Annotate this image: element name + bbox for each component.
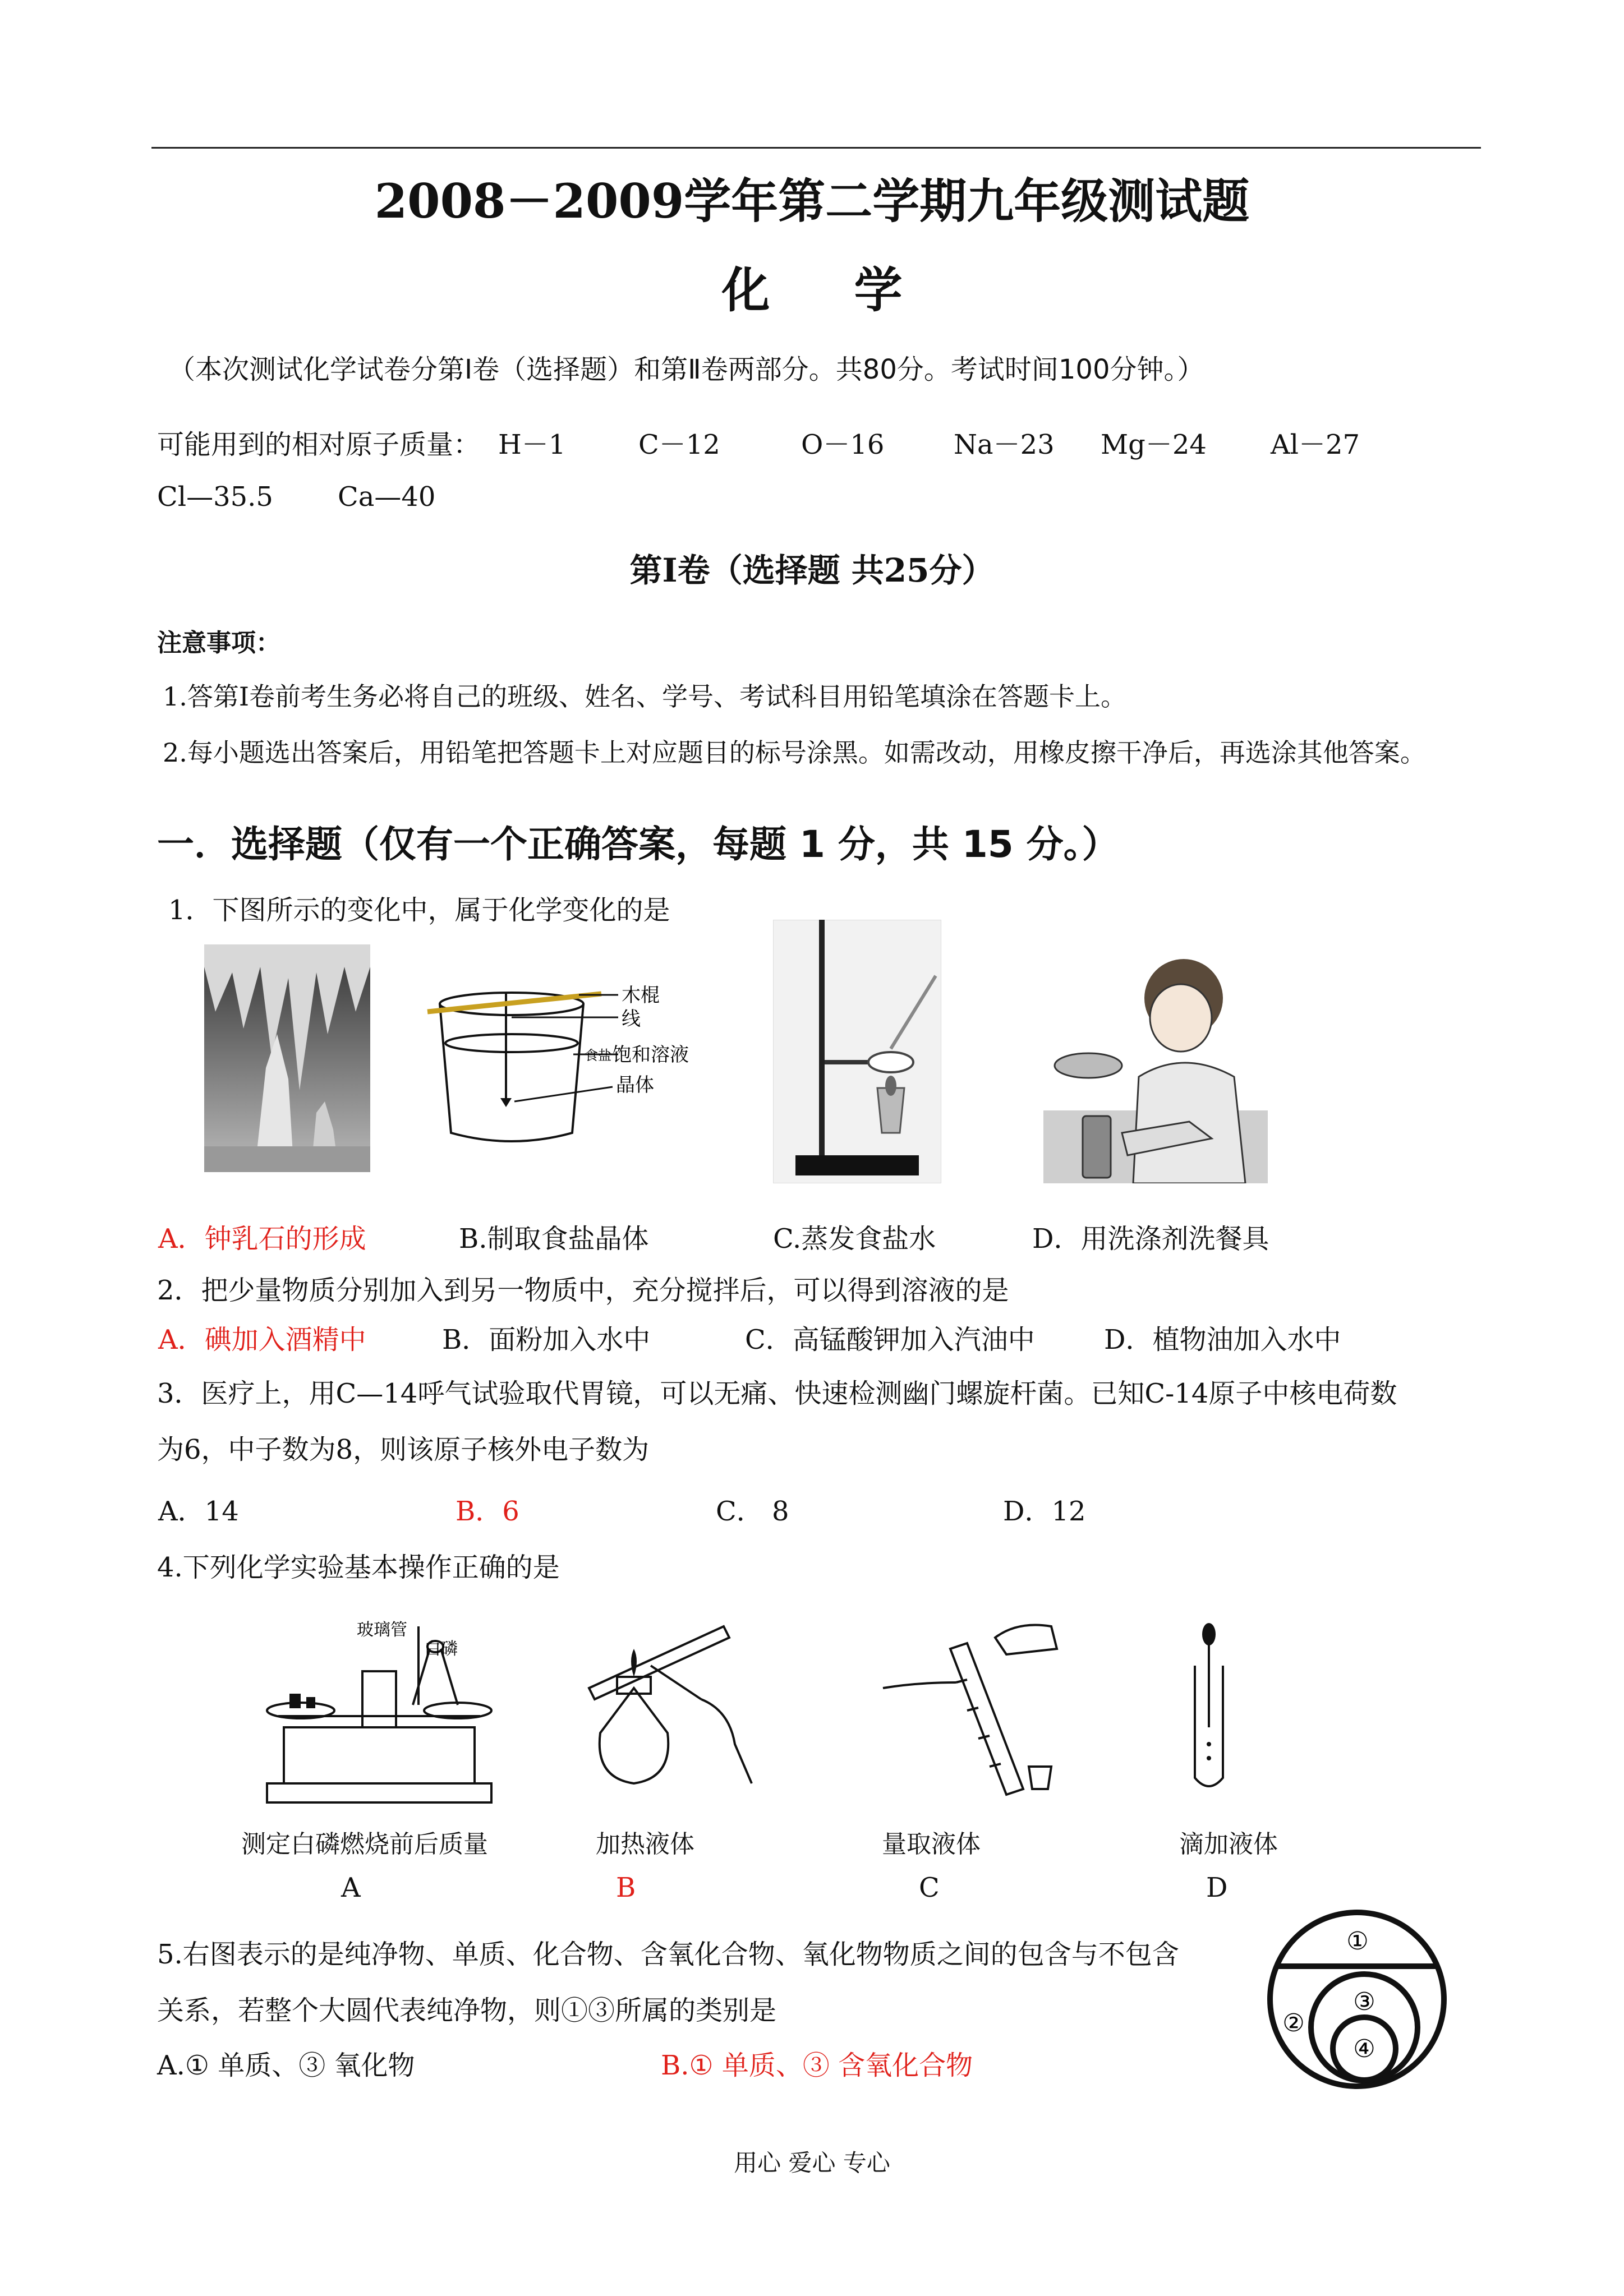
mass-mg: Mg－24 [1101,429,1207,460]
evaporation-photo [773,920,941,1183]
q3-option-b: B．6 [456,1496,519,1527]
label-glass-tube: 玻璃管 [357,1620,407,1640]
q4-letter-c: C [919,1872,940,1903]
salt-crystal-beaker [422,970,697,1151]
stalactite-photo [204,944,370,1172]
notes-heading: 注意事项： [157,629,280,657]
q4-caption-c: 量取液体 [882,1830,981,1859]
q5-stem-line1: 5.右图表示的是纯净物、单质、化合物、含氧化合物、氧化物物质之间的包含与不包含 [157,1939,1179,1970]
q1-stem: 1．下图所示的变化中，属于化学变化的是 [168,895,670,926]
page-footer: 用心 爱心 专心 [734,2149,890,2177]
q3-option-c: C． 8 [716,1496,789,1527]
mass-na: Na－23 [954,429,1055,460]
circle-label-2: ② [1282,2009,1305,2037]
balance-apparatus [256,1615,503,1811]
q3-option-a: A．14 [158,1496,239,1527]
q4-letter-b: B [616,1872,636,1903]
q2-option-c: C．高锰酸钾加入汽油中 [745,1324,1035,1356]
measuring-liquid-apparatus [872,1615,1096,1806]
q3-stem-line2: 为6，中子数为8，则该原子核外电子数为 [157,1434,650,1465]
q1-option-c: C.蒸发食盐水 [773,1223,936,1255]
part-title: 一．选择题（仅有一个正确答案，每题 1 分，共 15 分。） [157,823,1119,866]
label-salt: 食盐 [585,1048,611,1063]
section-title: 第Ⅰ卷（选择题 共25分） [629,551,995,589]
mass-al: Al－27 [1271,429,1360,460]
label-white-phosphorus: 白磷 [424,1639,458,1659]
mass-cl: Cl—35.5 [157,481,273,513]
q3-stem-line1: 3．医疗上，用C—14呼气试验取代胃镜，可以无痛、快速检测幽门螺旋杆菌。已知C-14原子中核电荷数 [157,1378,1397,1409]
exam-intro: （本次测试化学试卷分第Ⅰ卷（选择题）和第Ⅱ卷两部分。共80分。考试时间100分钟。） [168,354,1204,385]
q4-caption-b: 加热液体 [596,1830,694,1859]
circle-label-4: ④ [1353,2035,1375,2063]
q2-option-d: D．植物油加入水中 [1104,1324,1341,1356]
mass-ca: Ca—40 [338,481,436,513]
q3-option-d: D．12 [1003,1496,1086,1527]
label-crystal: 晶体 [616,1074,654,1096]
label-thread: 线 [622,1008,641,1030]
label-wood-stick: 木棍 [622,984,660,1007]
q4-caption-a: 测定白磷燃烧前后质量 [241,1830,488,1859]
top-rule [151,147,1481,149]
mass-o: O－16 [801,429,885,460]
q4-letter-d: D [1206,1872,1228,1903]
q4-caption-d: 滴加液体 [1179,1830,1278,1859]
note-1: 1.答第Ⅰ卷前考生务必将自己的班级、姓名、学号、考试科目用铅笔填涂在答题卡上。 [163,681,1127,712]
circle-label-3: ③ [1353,1988,1375,2016]
q2-stem: 2．把少量物质分别加入到另一物质中，充分搅拌后，可以得到溶液的是 [157,1275,1009,1306]
q4-stem: 4.下列化学实验基本操作正确的是 [157,1552,560,1583]
q5-option-a: A.① 单质、③ 氧化物 [157,2050,415,2081]
q1-option-b: B.制取食盐晶体 [459,1223,649,1255]
label-saturated-solution: 饱和溶液 [613,1044,689,1066]
q2-option-b: B．面粉加入水中 [442,1324,651,1356]
q1-option-a: A．钟乳石的形成 [158,1223,366,1255]
subject-title: 化学 [721,262,987,319]
dishwashing-drawing [1043,953,1268,1183]
q1-option-d: D．用洗涤剂洗餐具 [1032,1223,1269,1255]
mass-c: C－12 [638,429,720,460]
mass-h: H－1 [498,429,566,460]
exam-title: 2008－2009学年第二学期九年级测试题 [374,173,1250,229]
q2-option-a: A．碘加入酒精中 [158,1324,366,1356]
circle-label-1: ① [1346,1927,1369,1956]
q4-letter-a: A [341,1872,361,1903]
mass-label: 可能用到的相对原子质量： [157,429,481,460]
q5-option-b: B.① 单质、③ 含氧化合物 [661,2050,973,2081]
classification-circles-diagram [1264,1907,1450,2092]
note-2: 2.每小题选出答案后，用铅笔把答题卡上对应题目的标号涂黑。如需改动，用橡皮擦干净后，再选涂其他答案。 [163,737,1426,768]
heating-liquid-apparatus [578,1621,769,1789]
q5-stem-line2: 关系，若整个大圆代表纯净物，则①③所属的类别是 [157,1995,777,2026]
dropper-apparatus [1172,1621,1245,1795]
